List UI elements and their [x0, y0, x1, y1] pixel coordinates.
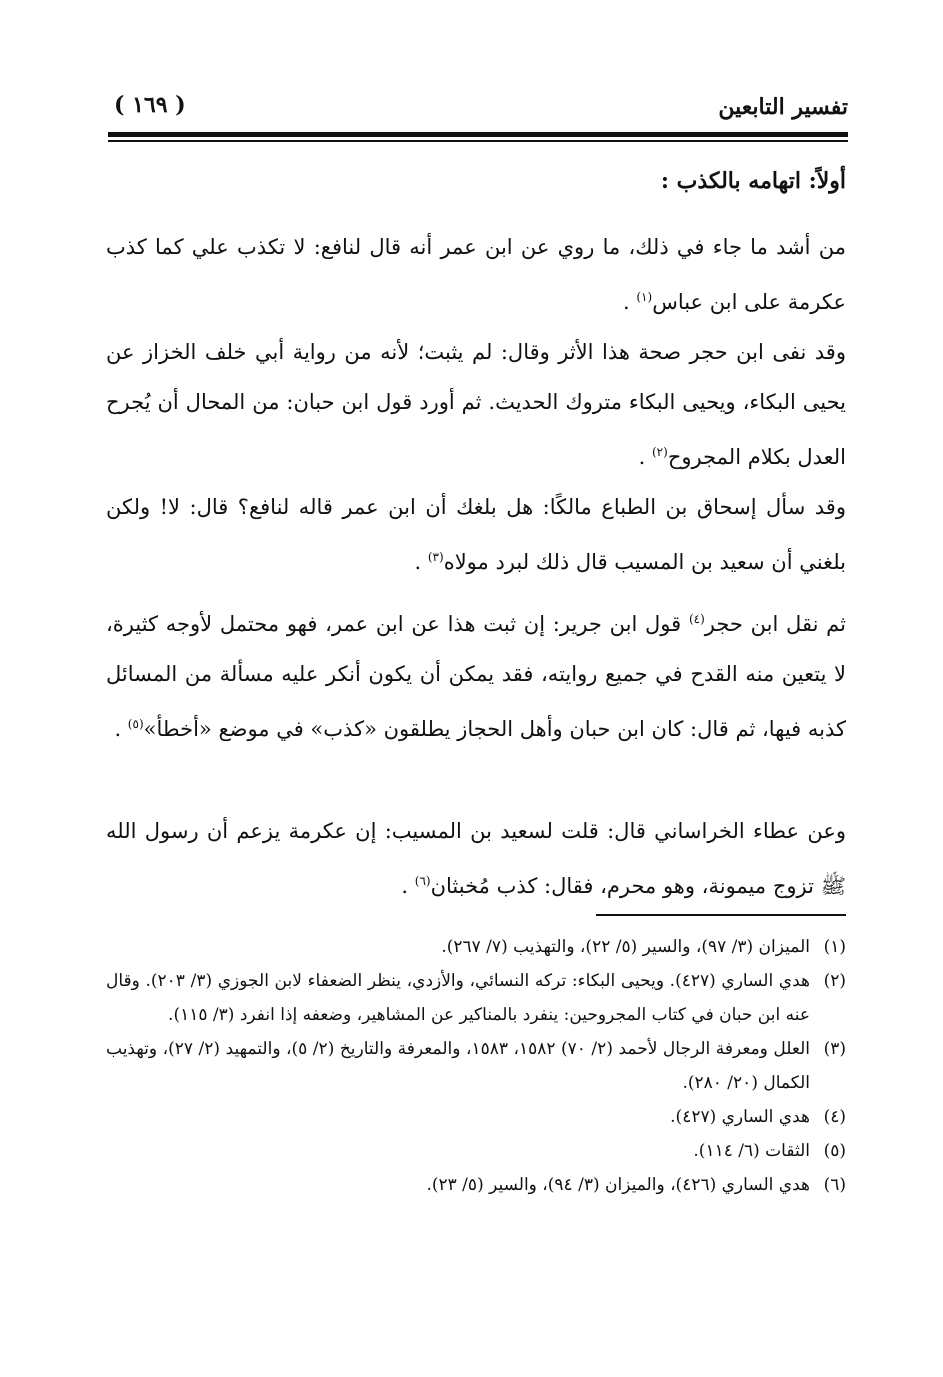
footnote-ref-1: (١) [636, 290, 653, 304]
footnotes [106, 930, 846, 1202]
footnote-4: (٤) هدي الساري (٤٢٧). [670, 1107, 846, 1127]
header-rule-thick [108, 132, 848, 137]
paragraph-2: وقد نفى ابن حجر صحة هذا الأثر وقال: لم يثبت؛ لأنه من رواية أبي خلف الخزاز عن يحيى البكاء، ويحيى البكاء متروك الحديث. ثم أورد قول ابن حبان: من المحال أن يُجرح العدل بكلام المجروح$^{(٢)}$ . [106, 340, 846, 469]
footnote-separator [596, 914, 846, 916]
footnote-ref-2: (٢) [651, 445, 668, 459]
footnote-ref-3: (٣) [427, 550, 444, 564]
paragraph-3: وقد سأل إسحاق بن الطباع مالكًا: هل بلغك أن ابن عمر قاله لنافع؟ قال: لا! ولكن بلغني أن سعيد بن المسيب قال ذلك لبرد مولاه$^{(٣)}$ . [106, 495, 846, 574]
footnote-ref-5: (٥) [127, 717, 144, 731]
header-rule-thin [108, 140, 848, 142]
header-book-title: تفسير التابعين [718, 94, 848, 120]
running-header [108, 92, 848, 128]
footnote-1: (١) الميزان (٣/ ٩٧)، والسير (٥/ ٢٢)، والتهذيب (٧/ ٢٦٧). [441, 937, 846, 957]
page-number: ( ١٦٩ ) [114, 92, 186, 118]
footnote-2: (٢) هدي الساري (٤٢٧). ويحيى البكاء: تركه النسائي، والأزدي، ينظر الضعفاء لابن الجوزي (٣/ ٢٠٣). وقال عنه ابن حبان في كتاب المجروحين: ينفرد بالمناكير عن المشاهير، وضعفه إذا انفرد (٣/ ١١٥). [106, 971, 846, 1025]
footnote-ref-6: (٦) [414, 874, 431, 888]
paragraph-4: ثم نقل ابن حجر$^{(٤)}$ قول ابن جرير: إن ثبت هذا عن ابن عمر، فهو محتمل لأوجه كثيرة، لا يتعين منه القدح في جميع روايته، فقد يمكن أن يكون أنكر عليه مسألة من المسائل كذبه فيها، ثم قال: كان ابن حبان وأهل الحجاز يطلقون «كذب» في موضع «أخطأ»$^{(٥)}$ . [106, 612, 846, 741]
footnote-3: (٣) العلل ومعرفة الرجال لأحمد (٢/ ٧٠) ١٥٨٢، ١٥٨٣، والمعرفة والتاريخ (٢/ ٥)، والتمهيد (٢/ ٢٧)، وتهذيب الكمال (٢٠/ ٢٨٠). [106, 1039, 846, 1093]
footnote-5: (٥) الثقات (٦/ ١١٤). [693, 1141, 846, 1161]
paragraph-5: وعن عطاء الخراساني قال: قلت لسعيد بن المسيب: إن عكرمة يزعم أن رسول الله ﷺ تزوج ميمونة، وهو محرم، فقال: كذب مُخبثان$^{(٦)}$ . [106, 819, 846, 898]
paragraph-1: من أشد ما جاء في ذلك، ما روي عن ابن عمر أنه قال لنافع: لا تكذب علي كما كذب عكرمة على ابن عباس$^{(١)}$ . [106, 235, 846, 314]
footnote-6: (٦) هدي الساري (٤٢٦)، والميزان (٣/ ٩٤)، والسير (٥/ ٢٣). [426, 1175, 846, 1195]
footnote-ref-4: (٤) [688, 612, 705, 626]
section-heading: أولاً: اتهامه بالكذب : [660, 168, 846, 194]
